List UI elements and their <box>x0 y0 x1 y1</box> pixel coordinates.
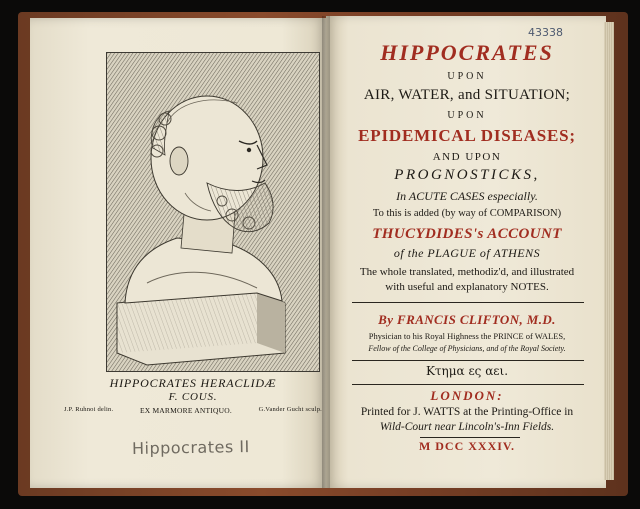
translated-line: The whole translated, methodiz'd, and illustrated <box>359 266 575 278</box>
fellow-line: Fellow of the College of Physicians, and of the Royal Society. <box>368 344 566 353</box>
pencil-annotation: Hippocrates II <box>131 436 250 459</box>
physician-line: Physician to his Royal Highness the PRINCE of WALES, <box>368 331 566 341</box>
rule-3 <box>352 384 584 385</box>
and-upon-line: AND UPON <box>432 151 502 163</box>
credit-engraver: G.Vander Gucht sculp. <box>258 406 322 413</box>
plague-line: of the PLAGUE of ATHENS <box>393 246 541 260</box>
notes-line: with useful and explanatory NOTES. <box>385 281 549 293</box>
credit-draughtsman: J.P. Ruhnoi delin. <box>64 406 114 413</box>
greek-motto: Κτημα ες αει. <box>425 364 509 378</box>
book-gutter <box>322 16 330 488</box>
added-line: To this is added (by way of COMPARISON) <box>372 208 562 219</box>
engraving-credits <box>60 406 326 415</box>
portrait-engraving <box>106 52 320 372</box>
rule-4 <box>420 437 520 438</box>
imprint-place: LONDON: <box>430 388 504 403</box>
rule-1 <box>352 302 584 303</box>
subject-prognosticks: PROGNOSTICKS, <box>394 167 540 183</box>
upon-line-2: UPON <box>447 110 487 121</box>
shelfmark-number: 43338 <box>528 26 563 39</box>
publication-date: M DCC XXXIV. <box>418 439 516 453</box>
author-line: By FRANCIS CLIFTON, M.D. <box>378 312 556 327</box>
portrait-caption-origin: F. COUS. <box>168 391 218 403</box>
upon-line-1: UPON <box>447 71 487 82</box>
printer-line-1: Printed for J. WATTS at the Printing-Office in <box>360 406 574 418</box>
subject-epidemical: EPIDEMICAL DISEASES; <box>358 126 576 145</box>
subject-air-water: AIR, WATER, and SITUATION; <box>363 87 571 103</box>
book-title: HIPPOCRATES <box>380 40 554 65</box>
subject-thucydides: THUCYDIDES's ACCOUNT <box>372 226 562 242</box>
printer-line-2: Wild-Court near Lincoln's-Inn Fields. <box>379 421 555 433</box>
bust-illustration <box>107 53 319 371</box>
page-edges <box>604 22 614 480</box>
rule-2 <box>352 360 584 361</box>
acute-cases-line: In ACUTE CASES especially. <box>396 189 538 203</box>
credit-source: EX MARMORE ANTIQUO. <box>139 406 232 415</box>
portrait-caption-name: HIPPOCRATES HERACLIDÆ <box>109 376 277 390</box>
